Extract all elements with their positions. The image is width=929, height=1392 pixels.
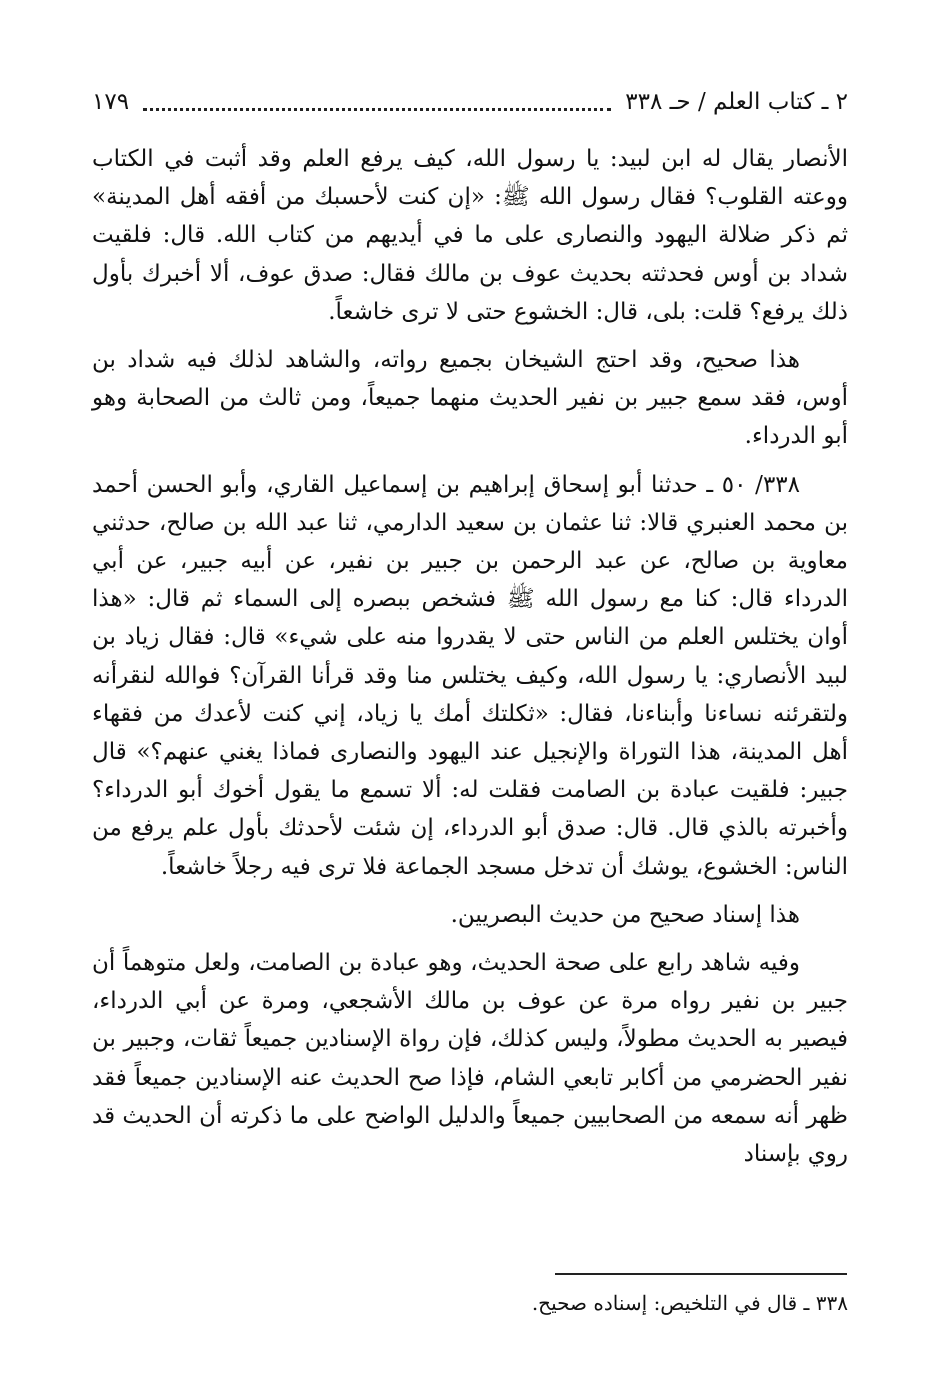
footnote-divider xyxy=(555,1273,847,1275)
paragraph-commentary: وفيه شاهد رابع على صحة الحديث، وهو عبادة بن الصامت، ولعل متوهماً أن جبير بن نفير رواه مرة عن عوف بن مالك الأشجعي، ومرة عن أبي الدرداء، فيصير به الحديث مطولاً، وليس كذلك، فإن رواة الإسنادين جميعاً ثقات، وجبير بن نفير الحضرمي من أكابر تابعي الشام، فإذا صح الحديث عنه الإسنادين جميعاً فقد ظهر أنه سمعه من الصحابيين جميعاً والدليل الواضح على ما ذكرته أن الحديث قد روي بإسناد xyxy=(92,950,848,1168)
header-leader-dots xyxy=(143,106,611,111)
paragraph-isnad-note: هذا إسناد صحيح من حديث البصريين. xyxy=(450,901,800,928)
paragraph-hadith-338: ٣٣٨/ ٥٠ ـ حدثنا أبو إسحاق إبراهيم بن إسماعيل القاري، وأبو الحسن أحمد بن محمد العنبري قالا: ثنا عثمان بن سعيد الدارمي، ثنا عبد الله بن صالح، حدثني معاوية بن صالح، عن عبد الرحمن بن جبير بن نفير، عن أبيه جبير، عن أبي الدرداء قال: كنا مع رسول الله ﷺ فشخص ببصره إلى السماء ثم قال: «هذا أوان يختلس العلم من الناس حتى لا يقدروا منه على شيء» قال: فقال زياد بن لبيد الأنصاري: يا رسول الله، وكيف يختلس منا وقد قرأنا القرآن؟ فوالله لنقرأنه ولتقرئنه نساءنا وأبناءنا، فقال: «ثكلتك أمك يا زياد، إني كنت لأعدك من فقهاء أهل المدينة، هذا التوراة والإنجيل عند اليهود والنصارى فماذا يغني عنهم؟» قال جبير: فلقيت عبادة بن الصامت فقلت له: ألا تسمع ما يقول أخوك أبو الدرداء؟ وأخبرته بالذي قال. قال: صدق أبو الدرداء، إن شئت لأحدثك بأول علم يرفع من الناس: الخشوع، يوشك أن تدخل مسجد الجماعة فلا ترى فيه رجلاً خاشعاً. xyxy=(92,471,848,880)
running-title: ٢ ـ كتاب العلم / حـ ٣٣٨ xyxy=(625,89,848,115)
page-body xyxy=(92,140,848,1173)
page-header xyxy=(92,84,848,120)
paragraph-continuation: الأنصار يقال له ابن لبيد: يا رسول الله، كيف يرفع العلم وقد أثبت في الكتاب ووعته القلوب؟ فقال رسول الله ﷺ: «إن كنت لأحسبك من أفقه أهل المدينة» ثم ذكر ضلالة اليهود والنصارى على ما في أيديهم من كتاب الله. قال: فلقيت شداد بن أوس فحدثته بحديث عوف بن مالك فقال: صدق عوف، ألا أخبرك بأول ذلك يرفع؟ قلت: بلى، قال: الخشوع حتى لا ترى خاشعاً. xyxy=(92,146,848,325)
footnote: ٣٣٨ ـ قال في التلخيص: إسناده صحيح. xyxy=(531,1291,848,1315)
page-number: ١٧٩ xyxy=(92,89,130,115)
paragraph-authentication: هذا صحيح، وقد احتج الشيخان بجميع رواته، والشاهد لذلك فيه شداد بن أوس، فقد سمع جبير بن نفير الحديث منهما جميعاً، ومن ثالث من الصحابة وهو أبو الدرداء. xyxy=(92,347,848,450)
